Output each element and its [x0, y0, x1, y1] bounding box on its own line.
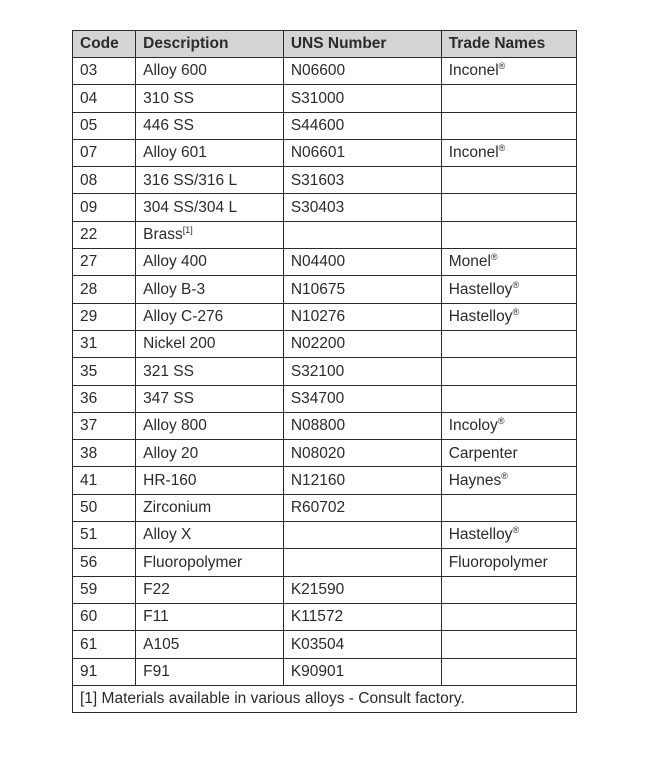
cell-code	[73, 522, 136, 549]
cell-code-text: 04	[80, 89, 98, 107]
cell-uns-number	[283, 58, 441, 85]
cell-uns-number	[283, 603, 441, 630]
cell-code	[73, 85, 136, 112]
cell-trade-name	[441, 631, 576, 658]
cell-description-text: Alloy 600	[143, 62, 207, 80]
cell-trade-name	[441, 358, 576, 385]
cell-code	[73, 221, 136, 248]
registered-mark: ®	[490, 252, 498, 263]
header-uns-number: UNS Number	[283, 31, 441, 58]
cell-description-text: A105	[143, 635, 180, 653]
cell-code	[73, 494, 136, 521]
cell-code	[73, 412, 136, 439]
cell-description-text: 446 SS	[143, 116, 194, 134]
cell-uns-number	[283, 576, 441, 603]
cell-description	[136, 494, 284, 521]
cell-description-text: F11	[143, 608, 169, 626]
cell-uns-number	[283, 85, 441, 112]
cell-description-text: HR-160	[143, 471, 197, 489]
cell-uns-number	[283, 167, 441, 194]
cell-code-text: 41	[80, 471, 98, 489]
cell-uns-number	[283, 385, 441, 412]
table-body	[73, 58, 577, 686]
table-row	[73, 385, 577, 412]
cell-uns-number-text: S31000	[290, 89, 345, 107]
cell-trade-name	[441, 522, 576, 549]
cell-code-text: 61	[80, 635, 98, 653]
cell-uns-number-text: N02200	[290, 335, 346, 353]
header-row	[73, 31, 577, 58]
cell-description-text: Alloy 20	[143, 444, 199, 462]
registered-mark: ®	[498, 143, 506, 154]
cell-trade-name-text: Haynes	[448, 471, 502, 489]
cell-uns-number	[283, 631, 441, 658]
cell-uns-number-text: K90901	[290, 662, 345, 680]
registered-mark: ®	[501, 470, 508, 481]
header-code: Code	[73, 31, 136, 58]
cell-description	[136, 330, 284, 357]
cell-uns-number-text: R60702	[290, 499, 346, 517]
cell-description	[136, 385, 284, 412]
cell-trade-name	[441, 440, 576, 467]
cell-uns-number-text: S32100	[290, 362, 345, 380]
cell-uns-number	[283, 440, 441, 467]
cell-uns-number	[283, 112, 441, 139]
cell-description-text: Fluoropolymer	[143, 553, 243, 571]
cell-code	[73, 549, 136, 576]
footnote: [1] Materials available in various alloys - Consult factory.	[73, 685, 577, 712]
cell-uns-number	[283, 139, 441, 166]
cell-code	[73, 249, 136, 276]
cell-uns-number-text: N04400	[290, 253, 346, 271]
cell-code-text: 08	[80, 171, 98, 189]
table-row	[73, 58, 577, 85]
cell-code-text: 91	[80, 662, 98, 680]
table-row	[73, 658, 577, 685]
cell-code	[73, 440, 136, 467]
cell-description-text: 347 SS	[143, 389, 194, 407]
cell-code	[73, 330, 136, 357]
cell-code	[73, 603, 136, 630]
cell-description-text: Alloy 800	[143, 417, 207, 435]
cell-trade-name-text: Hastelloy	[448, 308, 513, 326]
cell-description-text: 310 SS	[143, 89, 194, 107]
cell-code-text: 27	[80, 253, 98, 271]
registered-mark: ®	[512, 525, 520, 536]
cell-code-text: 09	[80, 198, 98, 216]
cell-trade-name	[441, 139, 576, 166]
cell-code-text: 59	[80, 581, 98, 599]
cell-code-text: 07	[80, 144, 98, 162]
cell-description	[136, 576, 284, 603]
table-row	[73, 576, 577, 603]
cell-uns-number-text: K03504	[290, 635, 345, 653]
cell-uns-number-text: N10276	[290, 308, 346, 326]
table-row	[73, 549, 577, 576]
cell-description	[136, 631, 284, 658]
cell-uns-number	[283, 522, 441, 549]
cell-description	[136, 522, 284, 549]
cell-uns-number-text: S34700	[290, 389, 345, 407]
cell-uns-number-text: K21590	[290, 581, 345, 599]
cell-trade-name	[441, 85, 576, 112]
table-row	[73, 467, 577, 494]
cell-code-text: 22	[80, 226, 98, 244]
cell-trade-name	[441, 249, 576, 276]
cell-uns-number	[283, 330, 441, 357]
cell-description-text: Alloy 400	[143, 253, 207, 271]
footnote-row	[73, 685, 577, 712]
cell-uns-number-text: S44600	[290, 116, 345, 134]
cell-uns-number	[283, 658, 441, 685]
cell-trade-name-text: Carpenter	[448, 444, 518, 462]
cell-description-text: Zirconium	[143, 499, 212, 517]
cell-description-text: Alloy B-3	[143, 280, 206, 298]
cell-description-text: F22	[143, 581, 170, 599]
cell-trade-name-text: Hastelloy	[448, 280, 513, 298]
cell-uns-number	[283, 249, 441, 276]
materials-table	[72, 30, 577, 713]
cell-uns-number	[283, 494, 441, 521]
cell-code	[73, 576, 136, 603]
cell-code-text: 37	[80, 417, 98, 435]
cell-uns-number	[283, 358, 441, 385]
table-row	[73, 330, 577, 357]
cell-code-text: 56	[80, 553, 98, 571]
cell-description-text: Nickel 200	[143, 335, 216, 353]
cell-trade-name-text: Incoloy	[448, 417, 498, 435]
cell-code-text: 50	[80, 499, 98, 517]
cell-description-text: Brass	[143, 226, 183, 244]
cell-code	[73, 167, 136, 194]
cell-code-text: 51	[80, 526, 98, 544]
cell-description	[136, 603, 284, 630]
cell-trade-name	[441, 112, 576, 139]
cell-code-text: 05	[80, 116, 98, 134]
cell-uns-number	[283, 194, 441, 221]
cell-trade-name-text: Monel	[448, 253, 491, 271]
cell-trade-name	[441, 603, 576, 630]
table-row	[73, 276, 577, 303]
cell-description-text: F91	[143, 662, 170, 680]
table-row	[73, 303, 577, 330]
table-row	[73, 249, 577, 276]
description-footnote-ref: [1]	[182, 225, 193, 236]
cell-uns-number-text: N06601	[290, 144, 346, 162]
table-header	[73, 31, 577, 58]
cell-code	[73, 303, 136, 330]
cell-code	[73, 385, 136, 412]
table-row	[73, 494, 577, 521]
cell-uns-number-text: S31603	[290, 171, 345, 189]
cell-trade-name	[441, 303, 576, 330]
table-row	[73, 221, 577, 248]
cell-uns-number-text: N08800	[290, 417, 346, 435]
cell-uns-number-text: S30403	[290, 198, 345, 216]
cell-trade-name	[441, 167, 576, 194]
table-row	[73, 440, 577, 467]
cell-trade-name	[441, 549, 576, 576]
cell-description	[136, 467, 284, 494]
cell-code	[73, 112, 136, 139]
cell-description	[136, 194, 284, 221]
cell-trade-name-text: Fluoropolymer	[448, 553, 548, 571]
cell-description	[136, 139, 284, 166]
table-row	[73, 522, 577, 549]
cell-code-text: 31	[80, 335, 98, 353]
cell-code-text: 35	[80, 362, 98, 380]
cell-trade-name	[441, 576, 576, 603]
cell-trade-name	[441, 385, 576, 412]
cell-uns-number-text: N06600	[290, 62, 346, 80]
table-row	[73, 194, 577, 221]
cell-uns-number-text: K11572	[290, 608, 344, 626]
cell-code-text: 38	[80, 444, 98, 462]
table-row	[73, 112, 577, 139]
table-footer	[73, 685, 577, 712]
registered-mark: ®	[512, 306, 520, 317]
cell-trade-name	[441, 194, 576, 221]
cell-description	[136, 276, 284, 303]
cell-description	[136, 658, 284, 685]
cell-code	[73, 194, 136, 221]
header-trade-names: Trade Names	[441, 31, 576, 58]
cell-trade-name-text: Hastelloy	[448, 526, 513, 544]
cell-code	[73, 467, 136, 494]
header-description: Description	[136, 31, 284, 58]
cell-description	[136, 85, 284, 112]
cell-code	[73, 58, 136, 85]
table-row	[73, 412, 577, 439]
registered-mark: ®	[497, 416, 505, 427]
cell-description	[136, 412, 284, 439]
cell-code	[73, 276, 136, 303]
cell-description-text: 304 SS/304 L	[143, 198, 238, 216]
cell-uns-number	[283, 303, 441, 330]
cell-trade-name-text: Inconel	[448, 62, 499, 80]
cell-uns-number-text: N10675	[290, 280, 346, 298]
cell-description-text: 321 SS	[143, 362, 194, 380]
cell-description	[136, 440, 284, 467]
cell-uns-number	[283, 221, 441, 248]
cell-trade-name	[441, 58, 576, 85]
cell-trade-name-text: Inconel	[448, 144, 499, 162]
table-row	[73, 631, 577, 658]
cell-description-text: 316 SS/316 L	[143, 171, 238, 189]
cell-uns-number	[283, 549, 441, 576]
cell-code-text: 29	[80, 308, 98, 326]
cell-description	[136, 221, 284, 248]
table-row	[73, 85, 577, 112]
registered-mark: ®	[498, 61, 506, 72]
cell-trade-name	[441, 221, 576, 248]
cell-trade-name	[441, 467, 576, 494]
cell-description	[136, 358, 284, 385]
cell-description	[136, 249, 284, 276]
cell-code	[73, 358, 136, 385]
cell-description	[136, 58, 284, 85]
cell-code	[73, 139, 136, 166]
table-row	[73, 358, 577, 385]
table-row	[73, 167, 577, 194]
cell-uns-number-text: N12160	[290, 471, 346, 489]
cell-uns-number	[283, 412, 441, 439]
cell-code-text: 60	[80, 608, 98, 626]
cell-uns-number-text: N08020	[290, 444, 346, 462]
cell-description	[136, 303, 284, 330]
cell-description-text: Alloy X	[143, 526, 192, 544]
cell-trade-name	[441, 276, 576, 303]
cell-trade-name	[441, 658, 576, 685]
cell-code-text: 28	[80, 280, 98, 298]
cell-description	[136, 549, 284, 576]
cell-code	[73, 631, 136, 658]
cell-code-text: 36	[80, 389, 98, 407]
cell-uns-number	[283, 276, 441, 303]
table-row	[73, 603, 577, 630]
cell-trade-name	[441, 494, 576, 521]
table-row	[73, 139, 577, 166]
cell-trade-name	[441, 412, 576, 439]
cell-description	[136, 167, 284, 194]
cell-code-text: 03	[80, 62, 98, 80]
cell-trade-name	[441, 330, 576, 357]
cell-description-text: Alloy C-276	[143, 308, 224, 326]
cell-code	[73, 658, 136, 685]
cell-uns-number	[283, 467, 441, 494]
cell-description-text: Alloy 601	[143, 144, 207, 162]
registered-mark: ®	[512, 279, 520, 290]
cell-description	[136, 112, 284, 139]
